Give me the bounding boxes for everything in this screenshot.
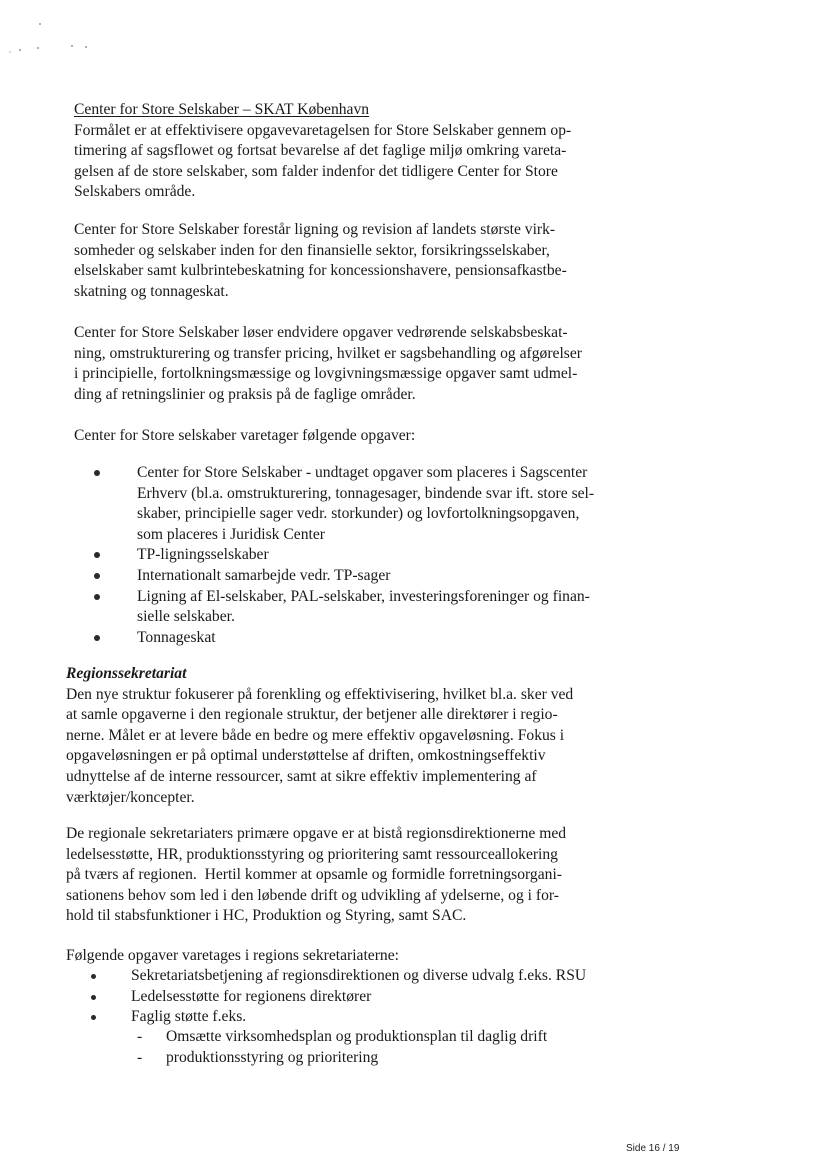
paragraph-line: ning, omstrukturering og transfer pricing, hvilket er sagsbehandling og afgørelser (74, 344, 582, 362)
paragraph-line: i principielle, fortolkningsmæssige og lovgivningsmæssige opgaver samt udmel- (74, 365, 578, 383)
list-item-line: Erhverv (bl.a. omstrukturering, tonnagesager, bindende svar ift. store sel- (137, 484, 595, 502)
paragraph-line: at samle opgaverne i den regionale struktur, der betjener alle direktører i regio- (66, 706, 558, 724)
list-item-line: - Omsætte virksomhedsplan og produktionsplan til daglig drift (166, 1028, 548, 1045)
list-item-line: Internationalt samarbejde vedr. TP-sager (137, 566, 391, 584)
task-list (90, 463, 594, 648)
paragraph-line: elselskaber samt kulbrintebeskatning for koncessionshavere, pensionsafkastbe- (74, 262, 567, 280)
list-item-line: Center for Store Selskaber - undtaget opgaver som placeres i Sagscenter (137, 464, 588, 481)
section-heading: Center for Store Selskaber – SKAT København (74, 101, 370, 118)
paragraph-line: Center for Store Selskaber forestår ligning og revision af landets største virk- (74, 221, 556, 238)
list-item (137, 1048, 547, 1069)
tasks-intro-text: Følgende opgaver varetages i regions sekretariaterne: (66, 947, 399, 964)
paragraph-line: somheder og selskaber inden for den finansielle sektor, forsikringsselskaber, (74, 241, 550, 259)
list-item (88, 1007, 586, 1028)
paragraph-line: hold til stabsfunktioner i HC, Produktion og Styring, samt SAC. (66, 907, 467, 925)
list-item-line: - produktionsstyring og prioritering (166, 1048, 379, 1066)
list-item (90, 587, 594, 628)
section-regionssekretariat (66, 664, 573, 808)
intro-line: gelsen af de store selskaber, som falder indenfor det tidligere Center for Store (74, 162, 558, 180)
list-item-line: Ledelsesstøtte for regionens direktører (131, 987, 372, 1005)
intro-line: Selskabers område. (74, 183, 196, 201)
list-item-line: skaber, principielle sager vedr. storkunder) og lovfortolkningsopgaven, (137, 505, 580, 523)
paragraph-line: skatning og tonnageskat. (74, 282, 229, 300)
regions-tasks-intro (66, 946, 399, 967)
list-item (90, 566, 594, 587)
paragraph-line: sationens behov som led i den løbende drift og udvikling af ydelserne, og i for- (66, 886, 559, 904)
page-number: Side 16 / 19 (626, 1143, 680, 1154)
paragraph-line: De regionale sekretariaters primære opgave er at bistå regionsdirektionerne med (66, 825, 567, 842)
tasks-intro-text: Center for Store selskaber varetager følgende opgaver: (74, 427, 416, 444)
paragraph-line: udnyttelse af de interne ressourcer, samt at sikre effektiv implementering af (66, 767, 537, 785)
intro-line: timering af sagsflowet og fortsat bevarelse af det faglige miljø omkring vareta- (74, 142, 567, 160)
list-item-line: Tonnageskat (137, 628, 216, 646)
list-item (90, 463, 594, 545)
paragraph-line: nerne. Målet er at levere både en bedre og mere effektiv opgaveløsning. Fokus i (66, 726, 565, 744)
paragraph-line: Center for Store Selskaber løser endvidere opgaver vedrørende selskabsbeskat- (74, 324, 568, 341)
list-item-line: som placeres i Juridisk Center (137, 525, 325, 543)
list-item-line: Faglig støtte f.eks. (131, 1008, 247, 1026)
section-heading: Regionssekretariat (66, 665, 187, 682)
intro-line: Formålet er at effektivisere opgavevaretagelsen for Store Selskaber gennem op- (74, 121, 572, 139)
list-item (90, 545, 594, 566)
paragraph-line: Den nye struktur fokuserer på forenkling og effektivisering, hvilket bl.a. sker ved (66, 685, 574, 703)
paragraph-line: ledelsesstøtte, HR, produktionsstyring og prioritering samt ressourceallokering (66, 845, 558, 863)
paragraph-line: værktøjer/koncepter. (66, 788, 195, 806)
list-item (137, 1027, 547, 1048)
paragraph-line: opgaveløsningen er på optimal understøttelse af driften, omkostningseffektiv (66, 747, 546, 765)
regions-task-list (88, 966, 586, 1028)
paragraph-regional-secretariats (66, 824, 566, 927)
list-item-line: Ligning af El-selskaber, PAL-selskaber, investeringsforeninger og finan- (137, 587, 590, 605)
list-item-line: TP-ligningsselskaber (137, 546, 269, 564)
list-item (88, 987, 586, 1008)
paragraph-responsibilities (74, 220, 567, 302)
list-item-line: sielle selskaber. (137, 608, 235, 626)
paragraph-line: ding af retningslinier og praksis på de faglige områder. (74, 385, 416, 403)
list-item (88, 966, 586, 987)
list-item (90, 628, 594, 649)
section-center-store-selskaber (74, 100, 571, 203)
list-item-line: Sekretariatsbetjening af regionsdirektionen og diverse udvalg f.eks. RSU (131, 967, 587, 984)
regions-subtask-list (137, 1027, 547, 1068)
paragraph-line: på tværs af regionen. Hertil kommer at opsamle og formidle forretningsorgani- (66, 866, 562, 884)
paragraph-additional-tasks (74, 323, 582, 405)
tasks-intro (74, 426, 415, 447)
